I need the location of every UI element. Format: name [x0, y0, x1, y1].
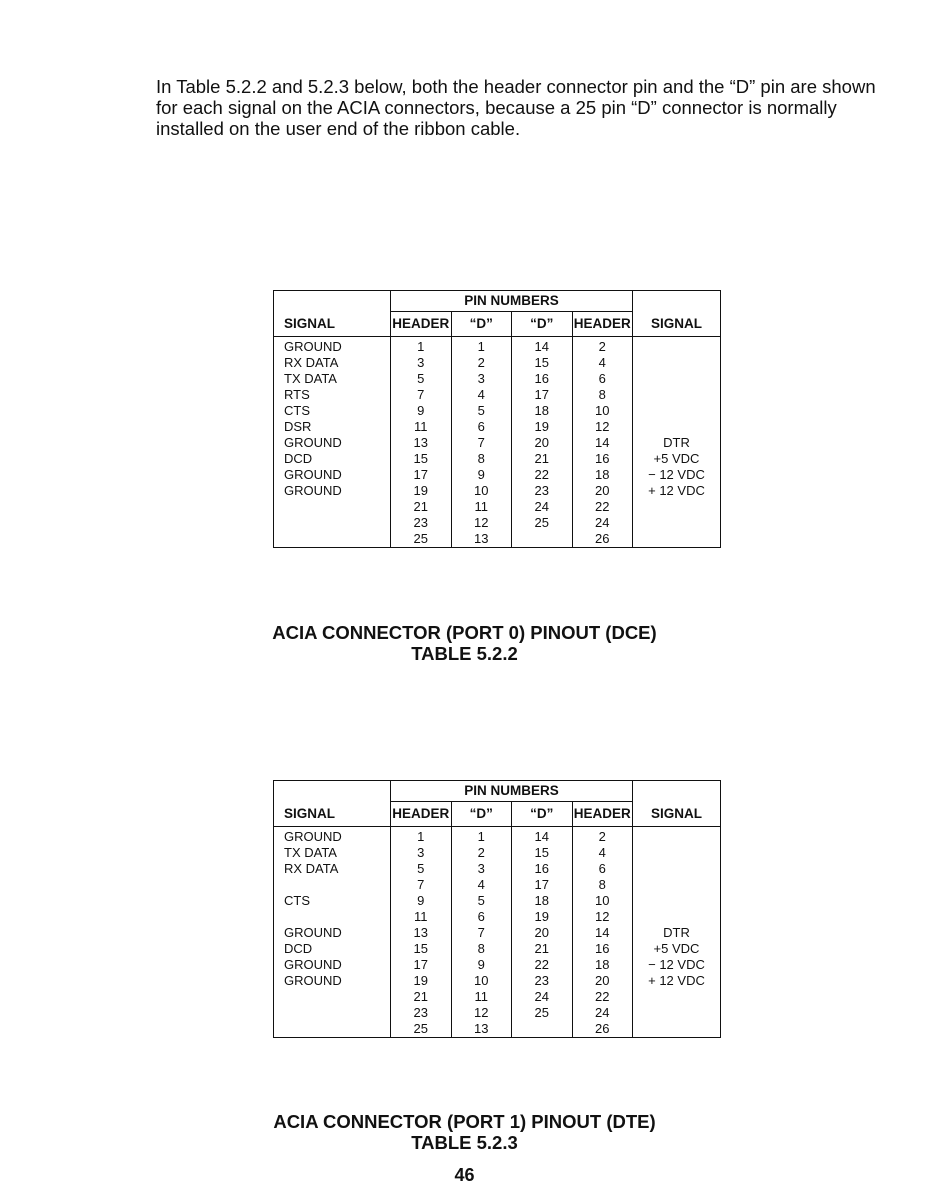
d-pin-cell: 4 — [451, 387, 512, 403]
d-pin-cell: 4 — [451, 877, 512, 893]
header-pin-cell: 20 — [572, 973, 633, 989]
column-header-row — [274, 312, 721, 337]
signal-cell — [274, 499, 391, 515]
d-pin-cell: 7 — [451, 925, 512, 941]
signal-cell: GROUND — [274, 957, 391, 973]
header-pin-cell: 25 — [391, 531, 452, 548]
table-row — [274, 827, 721, 846]
d-pin-cell: 1 — [451, 827, 512, 846]
table-row — [274, 467, 721, 483]
column-header: SIGNAL — [274, 312, 391, 337]
d-pin-cell: 5 — [451, 893, 512, 909]
header-pin-cell: 19 — [391, 483, 452, 499]
signal-cell — [633, 355, 721, 371]
signal-cell: RX DATA — [274, 861, 391, 877]
signal-cell — [633, 387, 721, 403]
header-pin-cell: 23 — [391, 515, 452, 531]
signal-cell: DCD — [274, 451, 391, 467]
header-pin-cell: 6 — [572, 371, 633, 387]
header-pin-cell: 3 — [391, 845, 452, 861]
header-pin-cell: 3 — [391, 355, 452, 371]
header-pin-cell: 5 — [391, 371, 452, 387]
d-pin-cell: 8 — [451, 451, 512, 467]
column-header: “D” — [451, 802, 512, 827]
caption-title: ACIA CONNECTOR (PORT 1) PINOUT (DTE) — [273, 1111, 656, 1132]
header-pin-cell: 6 — [572, 861, 633, 877]
header-pin-cell: 16 — [572, 451, 633, 467]
header-pin-cell: 17 — [391, 467, 452, 483]
header-pin-cell: 7 — [391, 877, 452, 893]
d-pin-cell: 25 — [512, 1005, 573, 1021]
header-pin-cell: 21 — [391, 499, 452, 515]
signal-cell — [274, 531, 391, 548]
header-pin-cell: 2 — [572, 827, 633, 846]
signal-cell: DTR — [633, 435, 721, 451]
signal-cell — [633, 499, 721, 515]
table-row — [274, 1005, 721, 1021]
d-pin-cell: 20 — [512, 925, 573, 941]
signal-cell: GROUND — [274, 467, 391, 483]
column-header: SIGNAL — [633, 312, 721, 337]
signal-cell — [274, 989, 391, 1005]
signal-cell: RX DATA — [274, 355, 391, 371]
header-pin-cell: 15 — [391, 451, 452, 467]
header-pin-cell: 22 — [572, 499, 633, 515]
d-pin-cell: 2 — [451, 845, 512, 861]
table-row — [274, 435, 721, 451]
d-pin-cell: 9 — [451, 467, 512, 483]
d-pin-cell: 21 — [512, 941, 573, 957]
signal-cell — [274, 1021, 391, 1038]
signal-cell: TX DATA — [274, 845, 391, 861]
table-row — [274, 925, 721, 941]
caption-table-number: TABLE 5.2.3 — [411, 1132, 518, 1153]
d-pin-cell: 3 — [451, 371, 512, 387]
header-pin-cell: 22 — [572, 989, 633, 1005]
table-row — [274, 515, 721, 531]
header-pin-cell: 26 — [572, 531, 633, 548]
table-row — [274, 893, 721, 909]
column-header: HEADER — [391, 312, 452, 337]
header-pin-cell: 2 — [572, 337, 633, 356]
signal-cell — [633, 877, 721, 893]
signal-cell — [633, 989, 721, 1005]
d-pin-cell: 24 — [512, 499, 573, 515]
signal-cell — [633, 419, 721, 435]
d-pin-cell: 19 — [512, 419, 573, 435]
header-pin-cell: 8 — [572, 387, 633, 403]
d-pin-cell: 23 — [512, 973, 573, 989]
d-pin-cell: 6 — [451, 419, 512, 435]
header-pin-cell: 25 — [391, 1021, 452, 1038]
header-pin-cell: 24 — [572, 1005, 633, 1021]
header-pin-cell: 21 — [391, 989, 452, 1005]
signal-cell — [633, 371, 721, 387]
d-pin-cell: 16 — [512, 371, 573, 387]
header-pin-cell: 26 — [572, 1021, 633, 1038]
header-pin-cell: 10 — [572, 893, 633, 909]
column-header: SIGNAL — [633, 802, 721, 827]
d-pin-cell: 20 — [512, 435, 573, 451]
header-pin-cell: 11 — [391, 419, 452, 435]
header-pin-cell: 12 — [572, 419, 633, 435]
signal-cell: GROUND — [274, 435, 391, 451]
table-row — [274, 989, 721, 1005]
d-pin-cell: 12 — [451, 1005, 512, 1021]
pin-numbers-header: PIN NUMBERS — [391, 781, 633, 802]
header-pin-cell: 24 — [572, 515, 633, 531]
signal-cell: + 12 VDC — [633, 483, 721, 499]
d-pin-cell: 16 — [512, 861, 573, 877]
d-pin-cell: 18 — [512, 403, 573, 419]
d-pin-cell: 1 — [451, 337, 512, 356]
group-header-row — [274, 781, 721, 802]
d-pin-cell: 10 — [451, 973, 512, 989]
table-row — [274, 909, 721, 925]
d-pin-cell — [512, 1021, 573, 1038]
signal-cell: RTS — [274, 387, 391, 403]
d-pin-cell: 5 — [451, 403, 512, 419]
signal-cell — [274, 909, 391, 925]
header-pin-cell: 9 — [391, 403, 452, 419]
column-header: “D” — [451, 312, 512, 337]
d-pin-cell: 23 — [512, 483, 573, 499]
signal-cell — [633, 909, 721, 925]
column-header: “D” — [512, 802, 573, 827]
header-pin-cell: 16 — [572, 941, 633, 957]
d-pin-cell: 22 — [512, 957, 573, 973]
column-header: HEADER — [572, 312, 633, 337]
signal-cell — [274, 515, 391, 531]
d-pin-cell: 12 — [451, 515, 512, 531]
header-pin-cell: 13 — [391, 925, 452, 941]
header-pin-cell: 1 — [391, 337, 452, 356]
blank-cell — [274, 291, 391, 312]
header-pin-cell: 9 — [391, 893, 452, 909]
signal-cell: +5 VDC — [633, 451, 721, 467]
signal-cell — [633, 403, 721, 419]
header-pin-cell: 12 — [572, 909, 633, 925]
signal-cell: GROUND — [274, 337, 391, 356]
caption-title: ACIA CONNECTOR (PORT 0) PINOUT (DCE) — [272, 622, 657, 643]
signal-cell — [274, 877, 391, 893]
signal-cell: CTS — [274, 893, 391, 909]
signal-cell — [633, 861, 721, 877]
header-pin-cell: 7 — [391, 387, 452, 403]
signal-cell: + 12 VDC — [633, 973, 721, 989]
table-row — [274, 419, 721, 435]
signal-cell — [633, 827, 721, 846]
d-pin-cell: 9 — [451, 957, 512, 973]
header-pin-cell: 14 — [572, 925, 633, 941]
table-row — [274, 941, 721, 957]
signal-cell: − 12 VDC — [633, 467, 721, 483]
pinout-table-port-1 — [273, 780, 721, 1038]
blank-cell — [633, 291, 721, 312]
page-number: 46 — [454, 1165, 475, 1185]
table-row — [274, 1021, 721, 1038]
d-pin-cell: 13 — [451, 531, 512, 548]
column-header: HEADER — [391, 802, 452, 827]
d-pin-cell: 2 — [451, 355, 512, 371]
header-pin-cell: 4 — [572, 845, 633, 861]
signal-cell: GROUND — [274, 925, 391, 941]
table-row — [274, 483, 721, 499]
header-pin-cell: 14 — [572, 435, 633, 451]
header-pin-cell: 13 — [391, 435, 452, 451]
table-row — [274, 387, 721, 403]
table-caption-port-0 — [0, 622, 929, 664]
d-pin-cell: 22 — [512, 467, 573, 483]
column-header: “D” — [512, 312, 573, 337]
signal-cell — [633, 845, 721, 861]
header-pin-cell: 4 — [572, 355, 633, 371]
signal-cell: − 12 VDC — [633, 957, 721, 973]
table-row — [274, 355, 721, 371]
d-pin-cell: 15 — [512, 355, 573, 371]
pin-numbers-header: PIN NUMBERS — [391, 291, 633, 312]
header-pin-cell: 11 — [391, 909, 452, 925]
d-pin-cell: 21 — [512, 451, 573, 467]
header-pin-cell: 17 — [391, 957, 452, 973]
d-pin-cell: 17 — [512, 877, 573, 893]
d-pin-cell: 10 — [451, 483, 512, 499]
table-row — [274, 337, 721, 356]
intro-paragraph: In Table 5.2.2 and 5.2.3 below, both the header connector pin and the “D” pin are shown for each signal on the ACIA connectors, because a 25 pin “D” connector is normally installed on the user end of the ribbon cable. — [156, 76, 876, 139]
d-pin-cell: 13 — [451, 1021, 512, 1038]
group-header-row — [274, 291, 721, 312]
signal-cell — [633, 1021, 721, 1038]
d-pin-cell: 14 — [512, 337, 573, 356]
signal-cell: DSR — [274, 419, 391, 435]
table-row — [274, 861, 721, 877]
d-pin-cell: 7 — [451, 435, 512, 451]
header-pin-cell: 5 — [391, 861, 452, 877]
d-pin-cell: 19 — [512, 909, 573, 925]
table-row — [274, 403, 721, 419]
signal-cell: GROUND — [274, 973, 391, 989]
d-pin-cell: 25 — [512, 515, 573, 531]
header-pin-cell: 20 — [572, 483, 633, 499]
table-row — [274, 957, 721, 973]
signal-cell — [633, 893, 721, 909]
column-header-row — [274, 802, 721, 827]
d-pin-cell: 6 — [451, 909, 512, 925]
table-row — [274, 451, 721, 467]
column-header: HEADER — [572, 802, 633, 827]
blank-cell — [633, 781, 721, 802]
table-row — [274, 877, 721, 893]
signal-cell: GROUND — [274, 483, 391, 499]
d-pin-cell: 11 — [451, 989, 512, 1005]
signal-cell — [274, 1005, 391, 1021]
signal-cell — [633, 531, 721, 548]
header-pin-cell: 8 — [572, 877, 633, 893]
table-row — [274, 371, 721, 387]
table-row — [274, 973, 721, 989]
signal-cell: TX DATA — [274, 371, 391, 387]
d-pin-cell: 11 — [451, 499, 512, 515]
d-pin-cell: 3 — [451, 861, 512, 877]
header-pin-cell: 10 — [572, 403, 633, 419]
header-pin-cell: 23 — [391, 1005, 452, 1021]
d-pin-cell: 17 — [512, 387, 573, 403]
d-pin-cell: 8 — [451, 941, 512, 957]
header-pin-cell: 15 — [391, 941, 452, 957]
caption-table-number: TABLE 5.2.2 — [411, 643, 518, 664]
signal-cell: DCD — [274, 941, 391, 957]
signal-cell — [633, 337, 721, 356]
table-caption-port-1 — [0, 1111, 929, 1153]
signal-cell: +5 VDC — [633, 941, 721, 957]
signal-cell: CTS — [274, 403, 391, 419]
signal-cell: DTR — [633, 925, 721, 941]
blank-cell — [274, 781, 391, 802]
d-pin-cell: 24 — [512, 989, 573, 1005]
d-pin-cell: 14 — [512, 827, 573, 846]
signal-cell — [633, 1005, 721, 1021]
table-row — [274, 499, 721, 515]
d-pin-cell — [512, 531, 573, 548]
header-pin-cell: 18 — [572, 467, 633, 483]
d-pin-cell: 18 — [512, 893, 573, 909]
signal-cell: GROUND — [274, 827, 391, 846]
d-pin-cell: 15 — [512, 845, 573, 861]
table-row — [274, 845, 721, 861]
table-row — [274, 531, 721, 548]
header-pin-cell: 19 — [391, 973, 452, 989]
signal-cell — [633, 515, 721, 531]
header-pin-cell: 18 — [572, 957, 633, 973]
header-pin-cell: 1 — [391, 827, 452, 846]
column-header: SIGNAL — [274, 802, 391, 827]
pinout-table-port-0 — [273, 290, 721, 548]
